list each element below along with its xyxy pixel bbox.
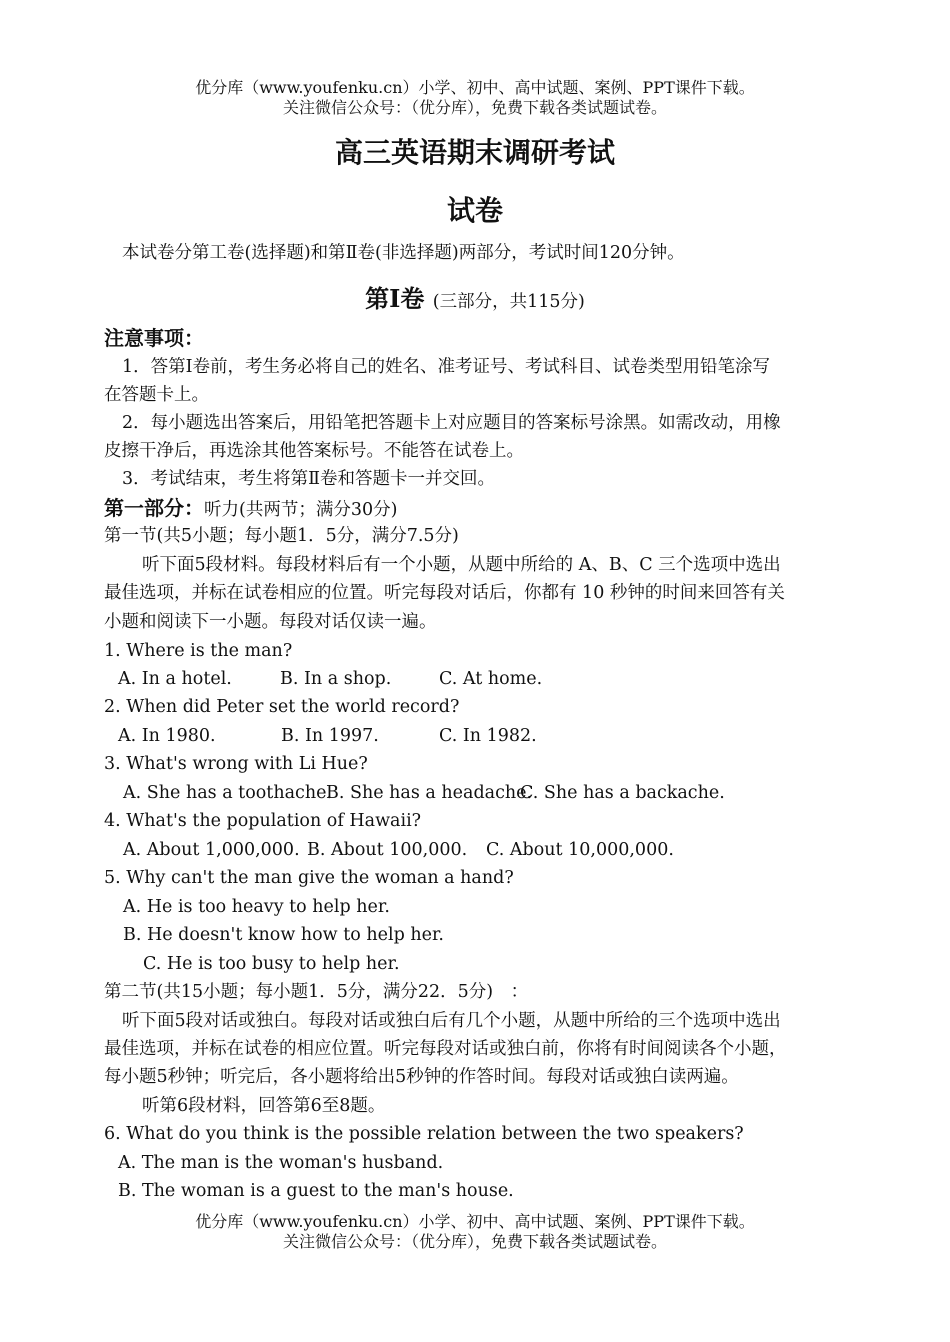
note-1-line-2: 在答题卡上。: [104, 385, 209, 405]
option-1c: C. At home.: [439, 669, 543, 689]
note-3: 3．考试结束，考生将第Ⅱ卷和答题卡一并交回。: [122, 469, 496, 489]
question-2: 2. When did Peter set the world record?: [104, 697, 460, 717]
option-3b: B. She has a headache.: [326, 783, 533, 803]
question-6: 6. What do you think is the possible relation between the two speakers?: [104, 1124, 744, 1144]
question-5: 5. Why can't the man give the woman a hand?: [104, 868, 514, 888]
section-2-instruction-3: 每小题5秒钟；听完后，各小题将给出5秒钟的作答时间。每段对话或独白读两遍。: [104, 1067, 739, 1087]
question-1: 1. Where is the man?: [104, 641, 293, 661]
note-1-line-1: 1．答第Ⅰ卷前，考生务必将自己的姓名、准考证号、考试科目、试卷类型用铅笔涂写: [122, 357, 771, 377]
option-6a: A. The man is the woman's husband.: [118, 1153, 444, 1173]
section-1-instruction-1: 听下面5段材料。每段材料后有一个小题，从题中所给的 A、B、C 三个选项中选出: [142, 555, 781, 575]
note-2-line-1: 2．每小题选出答案后，用铅笔把答题卡上对应题目的答案标号涂黑。如需改动，用橡: [122, 413, 781, 433]
section-2-instruction-1: 听下面5段对话或独白。每段对话或独白后有几个小题，从题中所给的三个选项中选出: [122, 1011, 781, 1031]
option-2b: B. In 1997.: [281, 726, 379, 746]
section-2-heading: 第二节(共15小题；每小题1．5分，满分22．5分) ：: [104, 982, 529, 1002]
question-4: 4. What's the population of Hawaii?: [104, 811, 422, 831]
volume-main: 第Ⅰ卷: [365, 284, 425, 313]
section-1-instruction-3: 小题和阅读下一小题。每段对话仅读一遍。: [104, 612, 437, 632]
footer-line-2: 关注微信公众号：（优分库），免费下载各类试题试卷。: [282, 1232, 667, 1251]
option-4c: C. About 10,000,000.: [486, 840, 674, 860]
volume-heading: [0, 282, 950, 319]
question-2-options: [118, 725, 878, 747]
option-6b: B. The woman is a guest to the man's house.: [118, 1181, 514, 1201]
option-5c: C. He is too busy to help her.: [143, 954, 400, 974]
option-2c: C. In 1982.: [439, 726, 537, 746]
exam-subtitle: 试卷: [446, 194, 503, 227]
exam-title: 高三英语期末调研考试: [334, 136, 615, 169]
material-6-instruction: 听第6段材料，回答第6至8题。: [142, 1096, 386, 1116]
volume-sub: (三部分，共115分): [432, 292, 585, 312]
option-3a: A. She has a toothache.: [123, 783, 333, 803]
option-5a: A. He is too heavy to help her.: [123, 897, 390, 917]
section-1-instruction-2: 最佳选项，并标在试卷相应的位置。听完每段对话后，你都有 10 秒钟的时间来回答有关: [104, 583, 785, 603]
option-2a: A. In 1980.: [118, 726, 216, 746]
option-3c: C. She has a backache.: [520, 783, 725, 803]
header-line-1: 优分库（www.youfenku.cn）小学、初中、高中试题、案例、PPT课件下载。: [195, 78, 755, 97]
footer-line-1: 优分库（www.youfenku.cn）小学、初中、高中试题、案例、PPT课件下载。: [195, 1212, 755, 1231]
option-4b: B. About 100,000.: [307, 840, 468, 860]
part1-heading-label: 第一部分：: [104, 496, 204, 520]
option-1b: B. In a shop.: [280, 669, 392, 689]
section-2-instruction-2: 最佳选项，并标在试卷的相应位置。听完每段对话或独白前，你将有时间阅读各个小题，: [104, 1039, 787, 1059]
option-1a: A. In a hotel.: [118, 669, 232, 689]
header-line-2: 关注微信公众号：（优分库），免费下载各类试题试卷。: [282, 98, 667, 117]
question-3-options: [123, 782, 883, 804]
part1-heading: [104, 497, 864, 521]
question-3: 3. What's wrong with Li Hue?: [104, 754, 368, 774]
question-1-options: [118, 668, 878, 690]
part1-heading-detail: 听力(共两节；满分30分): [204, 500, 398, 520]
option-4a: A. About 1,000,000.: [123, 840, 300, 860]
note-2-line-2: 皮擦干净后，再选涂其他答案标号。不能答在试卷上。: [104, 441, 524, 461]
notes-heading: 注意事项：: [104, 326, 204, 350]
question-4-options: [123, 839, 883, 861]
intro-text: 本试卷分第工卷(选择题)和第Ⅱ卷(非选择题)两部分，考试时间120分钟。: [122, 243, 685, 263]
option-5b: B. He doesn't know how to help her.: [123, 925, 444, 945]
section-1-heading: 第一节(共5小题；每小题1．5分，满分7.5分): [104, 526, 459, 546]
